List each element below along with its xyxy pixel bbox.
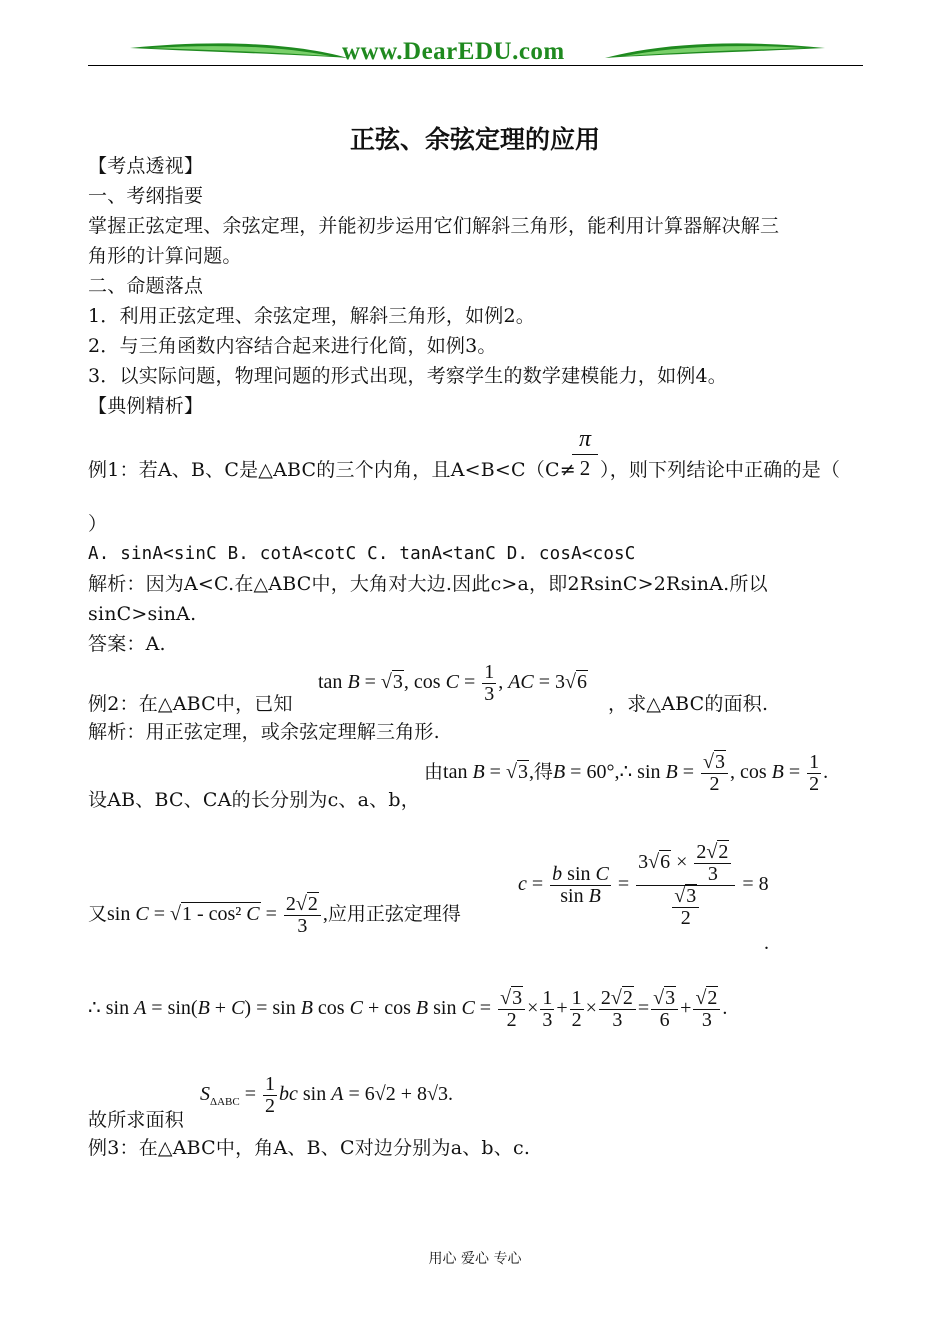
example2-analysis: 解析：用正弦定理，或余弦定理解三角形.	[88, 721, 440, 743]
page-footer: 用心 爱心 专心	[428, 1251, 522, 1267]
example2-ask: ，求△ABC的面积.	[608, 693, 769, 715]
example1-analysis-1: 解析：因为A<C.在△ABC中，大角对大边.因此c>a，即2RsinC>2RsinA.所以	[88, 573, 768, 595]
example1-stem-b: ），则下列结论中正确的是（	[600, 459, 841, 481]
example2-area-label: 故所求面积	[88, 1109, 185, 1131]
area-value: 6√2 + 8√3	[364, 1083, 448, 1106]
luodian-item-3: 3．以实际问题，物理问题的形式出现，考察学生的数学建模能力，如例4。	[88, 365, 727, 387]
section-luodian-title: 二、命题落点	[88, 275, 204, 297]
you-label: 由	[424, 761, 444, 784]
example2-c-formula: c = $\frac{\text{b sin C}}{\text{sin B}}$ = 3√6 × $\frac{2√2}{3}$ $\frac{√3}{2}$ = 8	[518, 841, 769, 929]
header-rule	[88, 65, 863, 66]
luodian-item-2: 2．与三角函数内容结合起来进行化简，如例3。	[88, 335, 497, 357]
gang-line-2: 角形的计算问题。	[88, 245, 242, 267]
pi-denominator: 2	[579, 456, 591, 480]
example2-sina-formula: ∴ sin A = sin(B + C) = sin B cos C + cos B sin C = $\frac{√3}{2}$ × $\frac{1}{3}$ + $\frac{1}{2}$ × $\frac{2√2}{3}$ = $\frac{√3}{6}$ + $\frac{√2}{3}$ .	[88, 987, 728, 1031]
example2-sinc-formula: 又sin C = √1 - cos² C = $\frac{2√2}{3}$ ,应用正弦定理得	[88, 893, 461, 937]
section-dianli: 【典例精析】	[88, 395, 204, 417]
yin-label: 又	[88, 903, 108, 926]
c-value: 8	[758, 873, 769, 896]
period-mark: .	[764, 932, 769, 954]
page-title: 正弦、余弦定理的应用	[349, 125, 600, 154]
example1-analysis-2: sinC>sinA.	[88, 603, 197, 625]
luodian-item-1: 1．利用正弦定理、余弦定理，解斜三角形，如例2。	[88, 305, 535, 327]
example2-set-text: 设AB、BC、CA的长分别为c、a、b，	[88, 789, 420, 811]
example1-stem-a: 例1：若A、B、C是△ABC的三个内角，且A<B<C（C≠	[88, 459, 576, 481]
example1-options: A. sinA<sinC B. cotA<cotC C. tanA<tanC D. cosA<cosC	[88, 544, 636, 564]
example2-area-formula: $S_{\Delta ABC}$ = $\frac{1}{2}$ bc sin A = 6√2 + 8√3.	[200, 1073, 453, 1117]
gang-line-1: 掌握正弦定理、余弦定理，并能初步运用它们解斜三角形，能利用计算器解决解三	[88, 215, 780, 237]
header-site-logo: www.DearEDU.com	[342, 38, 565, 65]
pi-numerator: π	[578, 426, 592, 452]
example2-intro: 例2：在△ABC中，已知	[88, 693, 293, 715]
section-kaodian: 【考点透视】	[88, 155, 204, 177]
example1-answer: 答案：A.	[88, 633, 166, 655]
section-gang-title: 一、考纲指要	[88, 185, 204, 207]
de-label: 得	[533, 761, 553, 784]
apply-label: 应用正弦定理得	[327, 903, 461, 926]
example2-tan-derivation: 由tan B = √3,得B = 60°,∴ sin B = $\frac{√3}{2}$ , cos B = $\frac{1}{2}$ .	[424, 751, 829, 795]
example3-text: 例3：在△ABC中，角A、B、C对边分别为a、b、c.	[88, 1137, 531, 1159]
example1-pi-fraction	[572, 424, 598, 481]
example2-given-formula: tan B = √3, cos C = $\frac{1}{3}$ , AC = 3√6	[318, 661, 588, 705]
example1-close-paren: ）	[88, 513, 108, 535]
